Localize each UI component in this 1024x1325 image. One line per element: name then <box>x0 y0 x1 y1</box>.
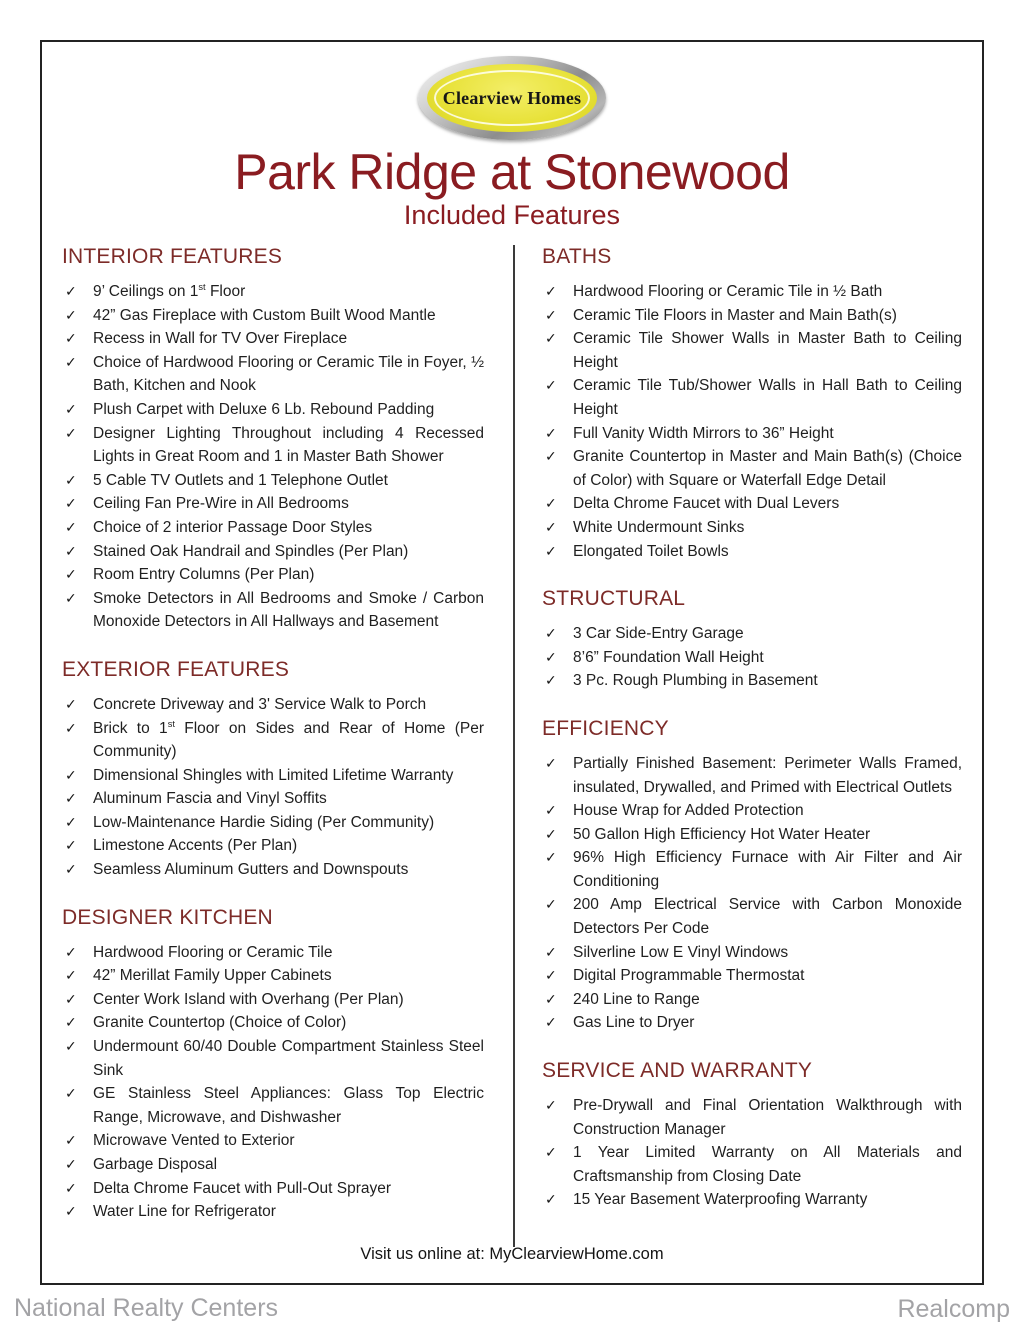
feature-item <box>542 327 962 374</box>
checkmark-icon: ✓ <box>65 790 77 807</box>
feature-text: Stained Oak Handrail and Spindles (Per Plan) <box>93 542 409 560</box>
feature-text: Limestone Accents (Per Plan) <box>93 837 298 855</box>
feature-item <box>542 280 962 304</box>
checkmark-icon: ✓ <box>545 518 557 535</box>
feature-text: Hardwood Flooring or Ceramic Tile in ½ Bath <box>573 283 883 300</box>
feature-text: White Undermount Sinks <box>573 518 745 536</box>
feature-item <box>542 304 962 328</box>
feature-text: 50 Gallon High Efficiency Hot Water Heater <box>573 825 871 843</box>
feature-text: GE Stainless Steel Appliances: Glass Top Electric Range, Microwave, and Dishwasher <box>93 1085 484 1126</box>
feature-text: 1 Year Limited Warranty on All Materials and Craftsmanship from Closing Date <box>573 1144 962 1185</box>
checkmark-icon: ✓ <box>65 589 77 606</box>
feature-item <box>542 988 962 1012</box>
checkmark-icon: ✓ <box>545 825 557 842</box>
checkmark-icon: ✓ <box>545 672 557 689</box>
checkmark-icon: ✓ <box>65 837 77 854</box>
feature-item <box>542 422 962 446</box>
feature-item <box>542 540 962 564</box>
section-heading-designer-kitchen: DESIGNER KITCHEN <box>62 905 273 929</box>
feature-item <box>62 1200 484 1224</box>
checkmark-icon: ✓ <box>65 1014 77 1031</box>
right-column <box>512 241 962 1224</box>
checkmark-icon: ✓ <box>65 967 77 984</box>
feature-item <box>542 823 962 847</box>
feature-item <box>542 622 962 646</box>
feature-list <box>62 941 484 1224</box>
feature-item <box>62 1082 484 1129</box>
section-heading-efficiency: EFFICIENCY <box>542 716 669 740</box>
column-divider <box>513 245 515 1247</box>
section-heading-interior-features: INTERIOR FEATURES <box>62 245 283 268</box>
feature-text: Seamless Aluminum Gutters and Downspouts <box>93 861 409 879</box>
checkmark-icon: ✓ <box>65 1156 77 1172</box>
checkmark-icon: ✓ <box>545 1144 557 1161</box>
feature-list <box>542 622 962 693</box>
feature-text: Elongated Toilet Bowls <box>573 542 729 560</box>
feature-text: Aluminum Fascia and Vinyl Soffits <box>93 790 327 808</box>
logo-text: Clearview Homes <box>442 87 582 108</box>
feature-item <box>62 834 484 858</box>
checkmark-icon: ✓ <box>65 424 77 441</box>
feature-item <box>542 669 962 693</box>
checkmark-icon: ✓ <box>65 306 77 323</box>
feature-text: Full Vanity Width Mirrors to 36” Height <box>573 424 834 442</box>
feature-text: 42” Gas Fireplace with Custom Built Wood Mantle <box>93 306 436 324</box>
checkmark-icon: ✓ <box>65 766 77 783</box>
section-heading-exterior-features: EXTERIOR FEATURES <box>62 657 290 681</box>
feature-text: 15 Year Basement Waterproofing Warranty <box>573 1191 868 1209</box>
checkmark-icon: ✓ <box>545 1014 557 1031</box>
feature-item <box>62 422 484 469</box>
section-heading-structural: STRUCTURAL <box>542 587 686 611</box>
checkmark-icon: ✓ <box>65 1203 77 1220</box>
feature-item <box>542 941 962 965</box>
feature-text: Granite Countertop (Choice of Color) <box>93 1014 347 1032</box>
section-heading-baths: BATHS <box>542 245 612 268</box>
checkmark-icon: ✓ <box>545 648 557 665</box>
feature-list <box>542 752 962 1035</box>
feature-text: 5 Cable TV Outlets and 1 Telephone Outlet <box>93 471 388 489</box>
feature-text: 42” Merillat Family Upper Cabinets <box>93 967 332 985</box>
checkmark-icon: ✓ <box>65 813 77 830</box>
checkmark-icon: ✓ <box>65 471 77 488</box>
checkmark-icon: ✓ <box>65 495 77 512</box>
checkmark-icon: ✓ <box>545 802 557 819</box>
checkmark-icon: ✓ <box>65 353 77 370</box>
feature-list <box>542 1094 962 1212</box>
feature-text: Center Work Island with Overhang (Per Plan) <box>93 990 404 1008</box>
feature-item <box>62 787 484 811</box>
feature-item <box>62 964 484 988</box>
checkmark-icon: ✓ <box>545 967 557 984</box>
feature-item <box>542 964 962 988</box>
feature-item <box>542 752 962 799</box>
feature-item <box>62 327 484 351</box>
checkmark-icon: ✓ <box>545 306 557 323</box>
feature-item <box>62 1129 484 1153</box>
feature-text: Gas Line to Dryer <box>573 1014 695 1032</box>
checkmark-icon: ✓ <box>545 1191 557 1208</box>
footer-url: Visit us online at: MyClearviewHome.com <box>360 1245 664 1263</box>
checkmark-icon: ✓ <box>545 943 557 960</box>
feature-text: Silverline Low E Vinyl Windows <box>573 943 789 961</box>
checkmark-icon: ✓ <box>65 1038 77 1055</box>
checkmark-icon: ✓ <box>545 896 557 913</box>
feature-item <box>62 351 484 398</box>
feature-item <box>62 563 484 587</box>
checkmark-icon: ✓ <box>545 542 557 559</box>
feature-text: 3 Pc. Rough Plumbing in Basement <box>573 672 818 690</box>
logo-inner-ring <box>434 70 590 126</box>
feature-item <box>62 693 484 717</box>
checkmark-icon: ✓ <box>65 943 77 960</box>
feature-item <box>62 280 484 304</box>
checkmark-icon: ✓ <box>545 625 557 642</box>
feature-text: Microwave Vented to Exterior <box>93 1132 295 1150</box>
feature-text: Undermount 60/40 Double Compartment Stainless Steel Sink <box>93 1038 484 1079</box>
feature-text: Room Entry Columns (Per Plan) <box>93 566 315 584</box>
checkmark-icon: ✓ <box>545 990 557 1007</box>
checkmark-icon: ✓ <box>65 330 77 347</box>
feature-text: Granite Countertop in Master and Main Bath(s) (Choice of Color) with Square or Waterfall Edge Detail <box>573 448 962 489</box>
feature-text: Dimensional Shingles with Limited Lifetime Warranty <box>93 766 454 784</box>
checkmark-icon: ✓ <box>65 566 77 583</box>
feature-text: Smoke Detectors in All Bedrooms and Smoke / Carbon Monoxide Detectors in All Hallways and Basement <box>93 589 484 631</box>
watermark-national-realty-centers: National Realty Centers <box>14 1294 279 1322</box>
feature-item <box>62 540 484 564</box>
feature-item <box>62 587 484 634</box>
page-title: Park Ridge at Stonewood <box>234 144 790 200</box>
feature-text: Delta Chrome Faucet with Dual Levers <box>573 495 840 513</box>
feature-item <box>542 846 962 893</box>
feature-text: 96% High Efficiency Furnace with Air Filter and Air Conditioning <box>573 849 962 890</box>
feature-text: Recess in Wall for TV Over Fireplace <box>93 330 348 348</box>
checkmark-icon: ✓ <box>545 283 557 299</box>
feature-text: 3 Car Side-Entry Garage <box>573 625 744 643</box>
feature-item <box>62 1011 484 1035</box>
feature-list <box>542 280 962 563</box>
checkmark-icon: ✓ <box>65 695 77 712</box>
feature-item <box>62 398 484 422</box>
feature-item <box>542 1011 962 1035</box>
feature-text: Digital Programmable Thermostat <box>573 967 805 985</box>
left-column <box>62 241 512 1224</box>
feature-text: Ceramic Tile Tub/Shower Walls in Hall Bath to Ceiling Height <box>573 377 962 418</box>
feature-text: Choice of 2 interior Passage Door Styles <box>93 518 373 536</box>
logo-oval <box>427 64 597 132</box>
section-heading-service-and-warranty: SERVICE AND WARRANTY <box>542 1059 813 1083</box>
feature-text: Low-Maintenance Hardie Siding (Per Community) <box>93 813 435 831</box>
feature-text: Choice of Hardwood Flooring or Ceramic Tile in Foyer, ½ Bath, Kitchen and Nook <box>93 353 484 395</box>
feature-item <box>62 304 484 328</box>
checkmark-icon: ✓ <box>545 424 557 441</box>
feature-item <box>62 469 484 493</box>
checkmark-icon: ✓ <box>65 1085 77 1102</box>
feature-columns <box>42 241 982 1224</box>
checkmark-icon: ✓ <box>65 719 77 736</box>
feature-text: Partially Finished Basement: Perimeter Walls Framed, insulated, Drywalled, and Primed with Electrical Outlets <box>573 754 962 796</box>
feature-text: Designer Lighting Throughout including 4 Recessed Lights in Great Room and 1 in Master Bath Shower <box>93 424 484 466</box>
feature-item <box>62 1177 484 1201</box>
feature-item <box>62 941 484 965</box>
feature-item <box>542 445 962 492</box>
checkmark-icon: ✓ <box>65 861 77 878</box>
feature-item <box>542 893 962 940</box>
checkmark-icon: ✓ <box>545 849 557 866</box>
feature-item <box>542 1094 962 1141</box>
feature-item <box>62 811 484 835</box>
feature-item <box>62 988 484 1012</box>
feature-text: Water Line for Refrigerator <box>93 1203 276 1221</box>
checkmark-icon: ✓ <box>65 1179 77 1196</box>
feature-item <box>542 374 962 421</box>
feature-text: 240 Line to Range <box>573 990 700 1008</box>
feature-text: Plush Carpet with Deluxe 6 Lb. Rebound Padding <box>93 400 435 418</box>
feature-text: Concrete Driveway and 3' Service Walk to Porch <box>93 695 427 713</box>
feature-text: Pre-Drywall and Final Orientation Walkthrough with Construction Manager <box>573 1097 962 1138</box>
feature-item <box>62 1035 484 1082</box>
clearview-homes-logo <box>418 56 606 140</box>
watermark-realcomp: Realcomp <box>897 1295 1010 1323</box>
page-subtitle: Included Features <box>403 200 621 230</box>
feature-list <box>62 280 484 634</box>
page-border-frame <box>40 40 984 1285</box>
feature-item <box>62 717 484 764</box>
feature-text: Ceramic Tile Shower Walls in Master Bath to Ceiling Height <box>573 330 962 371</box>
feature-item <box>62 492 484 516</box>
checkmark-icon: ✓ <box>545 495 557 512</box>
feature-text: Delta Chrome Faucet with Pull-Out Sprayer <box>93 1179 392 1197</box>
feature-text: Brick to 1st Floor on Sides and Rear of Home (Per Community) <box>93 718 484 761</box>
feature-item <box>542 1141 962 1188</box>
feature-item <box>542 646 962 670</box>
checkmark-icon: ✓ <box>545 448 557 465</box>
checkmark-icon: ✓ <box>65 400 77 417</box>
checkmark-icon: ✓ <box>65 542 77 559</box>
feature-text: 8’6” Foundation Wall Height <box>573 648 764 666</box>
checkmark-icon: ✓ <box>545 330 557 347</box>
feature-text: Ceiling Fan Pre-Wire in All Bedrooms <box>93 495 349 513</box>
feature-text: Ceramic Tile Floors in Master and Main Bath(s) <box>573 306 897 324</box>
feature-item <box>62 764 484 788</box>
feature-list <box>62 693 484 882</box>
feature-item <box>542 492 962 516</box>
checkmark-icon: ✓ <box>65 518 77 535</box>
feature-item <box>62 858 484 882</box>
checkmark-icon: ✓ <box>545 754 557 771</box>
checkmark-icon: ✓ <box>65 990 77 1007</box>
feature-item <box>62 516 484 540</box>
checkmark-icon: ✓ <box>65 283 77 299</box>
feature-item <box>542 1188 962 1212</box>
feature-text: Hardwood Flooring or Ceramic Tile <box>93 943 333 961</box>
checkmark-icon: ✓ <box>545 1097 557 1114</box>
feature-item <box>542 799 962 823</box>
feature-text: 9’ Ceilings on 1st Floor <box>93 281 246 300</box>
feature-item <box>62 1153 484 1177</box>
feature-text: Garbage Disposal <box>93 1156 218 1173</box>
feature-item <box>542 516 962 540</box>
feature-text: House Wrap for Added Protection <box>573 802 804 820</box>
checkmark-icon: ✓ <box>65 1132 77 1149</box>
checkmark-icon: ✓ <box>545 377 557 394</box>
feature-text: 200 Amp Electrical Service with Carbon Monoxide Detectors Per Code <box>573 896 962 938</box>
